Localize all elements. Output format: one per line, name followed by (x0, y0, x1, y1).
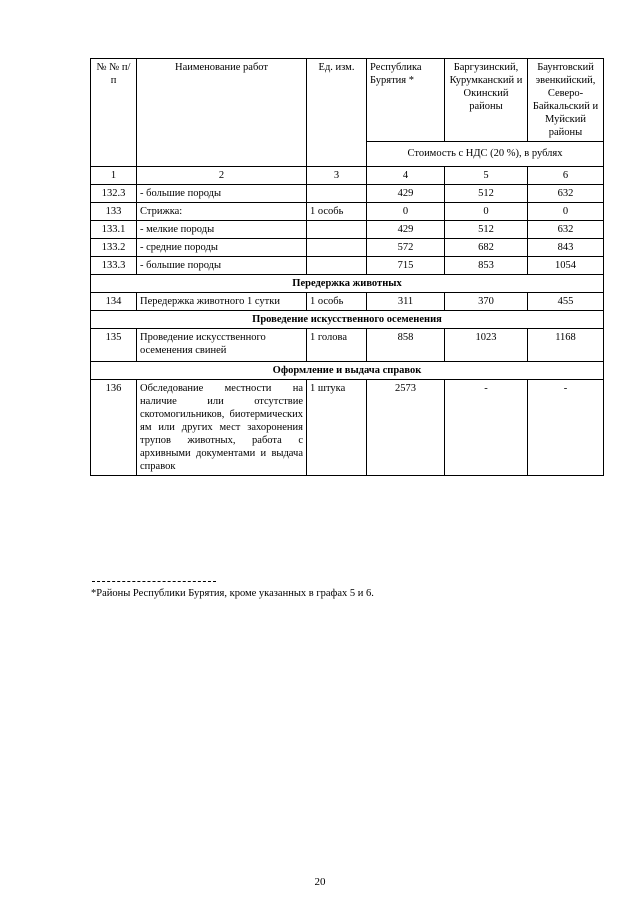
page-number: 20 (314, 876, 326, 888)
header-unit: Ед. изм. (307, 59, 367, 167)
header-number: № № п/п (91, 59, 137, 167)
row-value-districts-1: 853 (445, 257, 528, 275)
row-number: 135 (91, 329, 137, 362)
column-number: 5 (445, 167, 528, 185)
row-value-republic: 715 (367, 257, 445, 275)
row-name: - мелкие породы (137, 221, 307, 239)
row-unit (307, 185, 367, 203)
price-table (90, 58, 604, 476)
row-value-districts-1: 370 (445, 293, 528, 311)
row-value-districts-2: 843 (528, 239, 604, 257)
section-row (91, 311, 604, 329)
table-row (91, 239, 604, 257)
row-name: Передержка животного 1 сутки (137, 293, 307, 311)
section-title-boarding: Передержка животных (91, 275, 604, 293)
table-row (91, 380, 604, 476)
row-value-districts-2: 1054 (528, 257, 604, 275)
row-number: 133.3 (91, 257, 137, 275)
row-value-republic: 311 (367, 293, 445, 311)
row-value-districts-2: 0 (528, 203, 604, 221)
row-unit: 1 штука (307, 380, 367, 476)
row-value-districts-1: 512 (445, 185, 528, 203)
row-value-districts-2: 455 (528, 293, 604, 311)
row-value-districts-1: 682 (445, 239, 528, 257)
column-number: 3 (307, 167, 367, 185)
row-number: 136 (91, 380, 137, 476)
table-row (91, 329, 604, 362)
table-header-row (91, 59, 604, 142)
column-number: 6 (528, 167, 604, 185)
header-districts-1: Баргузинский, Курумканский и Окинский районы (445, 59, 528, 142)
header-republic: Республика Бурятия * (367, 59, 445, 142)
row-number: 132.3 (91, 185, 137, 203)
footnote: *Районы Республики Бурятия, кроме указанных в графах 5 и 6. (91, 588, 374, 599)
row-unit (307, 239, 367, 257)
table-row (91, 257, 604, 275)
row-value-republic: 2573 (367, 380, 445, 476)
row-value-districts-2: - (528, 380, 604, 476)
table-row (91, 185, 604, 203)
row-value-districts-2: 632 (528, 185, 604, 203)
table-row (91, 203, 604, 221)
header-cost: Стоимость с НДС (20 %), в рублях (367, 142, 604, 167)
row-value-districts-2: 632 (528, 221, 604, 239)
row-value-republic: 429 (367, 185, 445, 203)
row-value-republic: 429 (367, 221, 445, 239)
column-number: 1 (91, 167, 137, 185)
row-value-districts-1: - (445, 380, 528, 476)
row-unit (307, 257, 367, 275)
column-number-row (91, 167, 604, 185)
row-name: - большие породы (137, 185, 307, 203)
table-row (91, 221, 604, 239)
table-row (91, 293, 604, 311)
row-number: 134 (91, 293, 137, 311)
header-districts-2: Баунтовский эвенкийский, Северо-Байкальский и Муйский районы (528, 59, 604, 142)
row-name: Проведение искусственного осеменения свиней (137, 329, 307, 362)
row-name: - большие породы (137, 257, 307, 275)
section-row (91, 362, 604, 380)
row-name: - средние породы (137, 239, 307, 257)
footnote-divider (92, 581, 216, 582)
row-number: 133.1 (91, 221, 137, 239)
row-name: Стрижка: (137, 203, 307, 221)
row-unit: 1 особь (307, 203, 367, 221)
row-value-districts-2: 1168 (528, 329, 604, 362)
row-value-republic: 572 (367, 239, 445, 257)
row-name: Обследование местности на наличие или отсутствие скотомогильников, биотермических ям или других мест захоронения трупов животных, работа с архивными документами и выдача справок (137, 380, 307, 476)
section-title-certificates: Оформление и выдача справок (91, 362, 604, 380)
row-value-republic: 858 (367, 329, 445, 362)
row-number: 133.2 (91, 239, 137, 257)
row-value-districts-1: 512 (445, 221, 528, 239)
row-unit: 1 особь (307, 293, 367, 311)
row-unit (307, 221, 367, 239)
section-row (91, 275, 604, 293)
row-value-districts-1: 1023 (445, 329, 528, 362)
row-number: 133 (91, 203, 137, 221)
row-value-districts-1: 0 (445, 203, 528, 221)
column-number: 4 (367, 167, 445, 185)
section-title-insemination: Проведение искусственного осеменения (91, 311, 604, 329)
header-work-name: Наименование работ (137, 59, 307, 167)
row-unit: 1 голова (307, 329, 367, 362)
row-value-republic: 0 (367, 203, 445, 221)
column-number: 2 (137, 167, 307, 185)
